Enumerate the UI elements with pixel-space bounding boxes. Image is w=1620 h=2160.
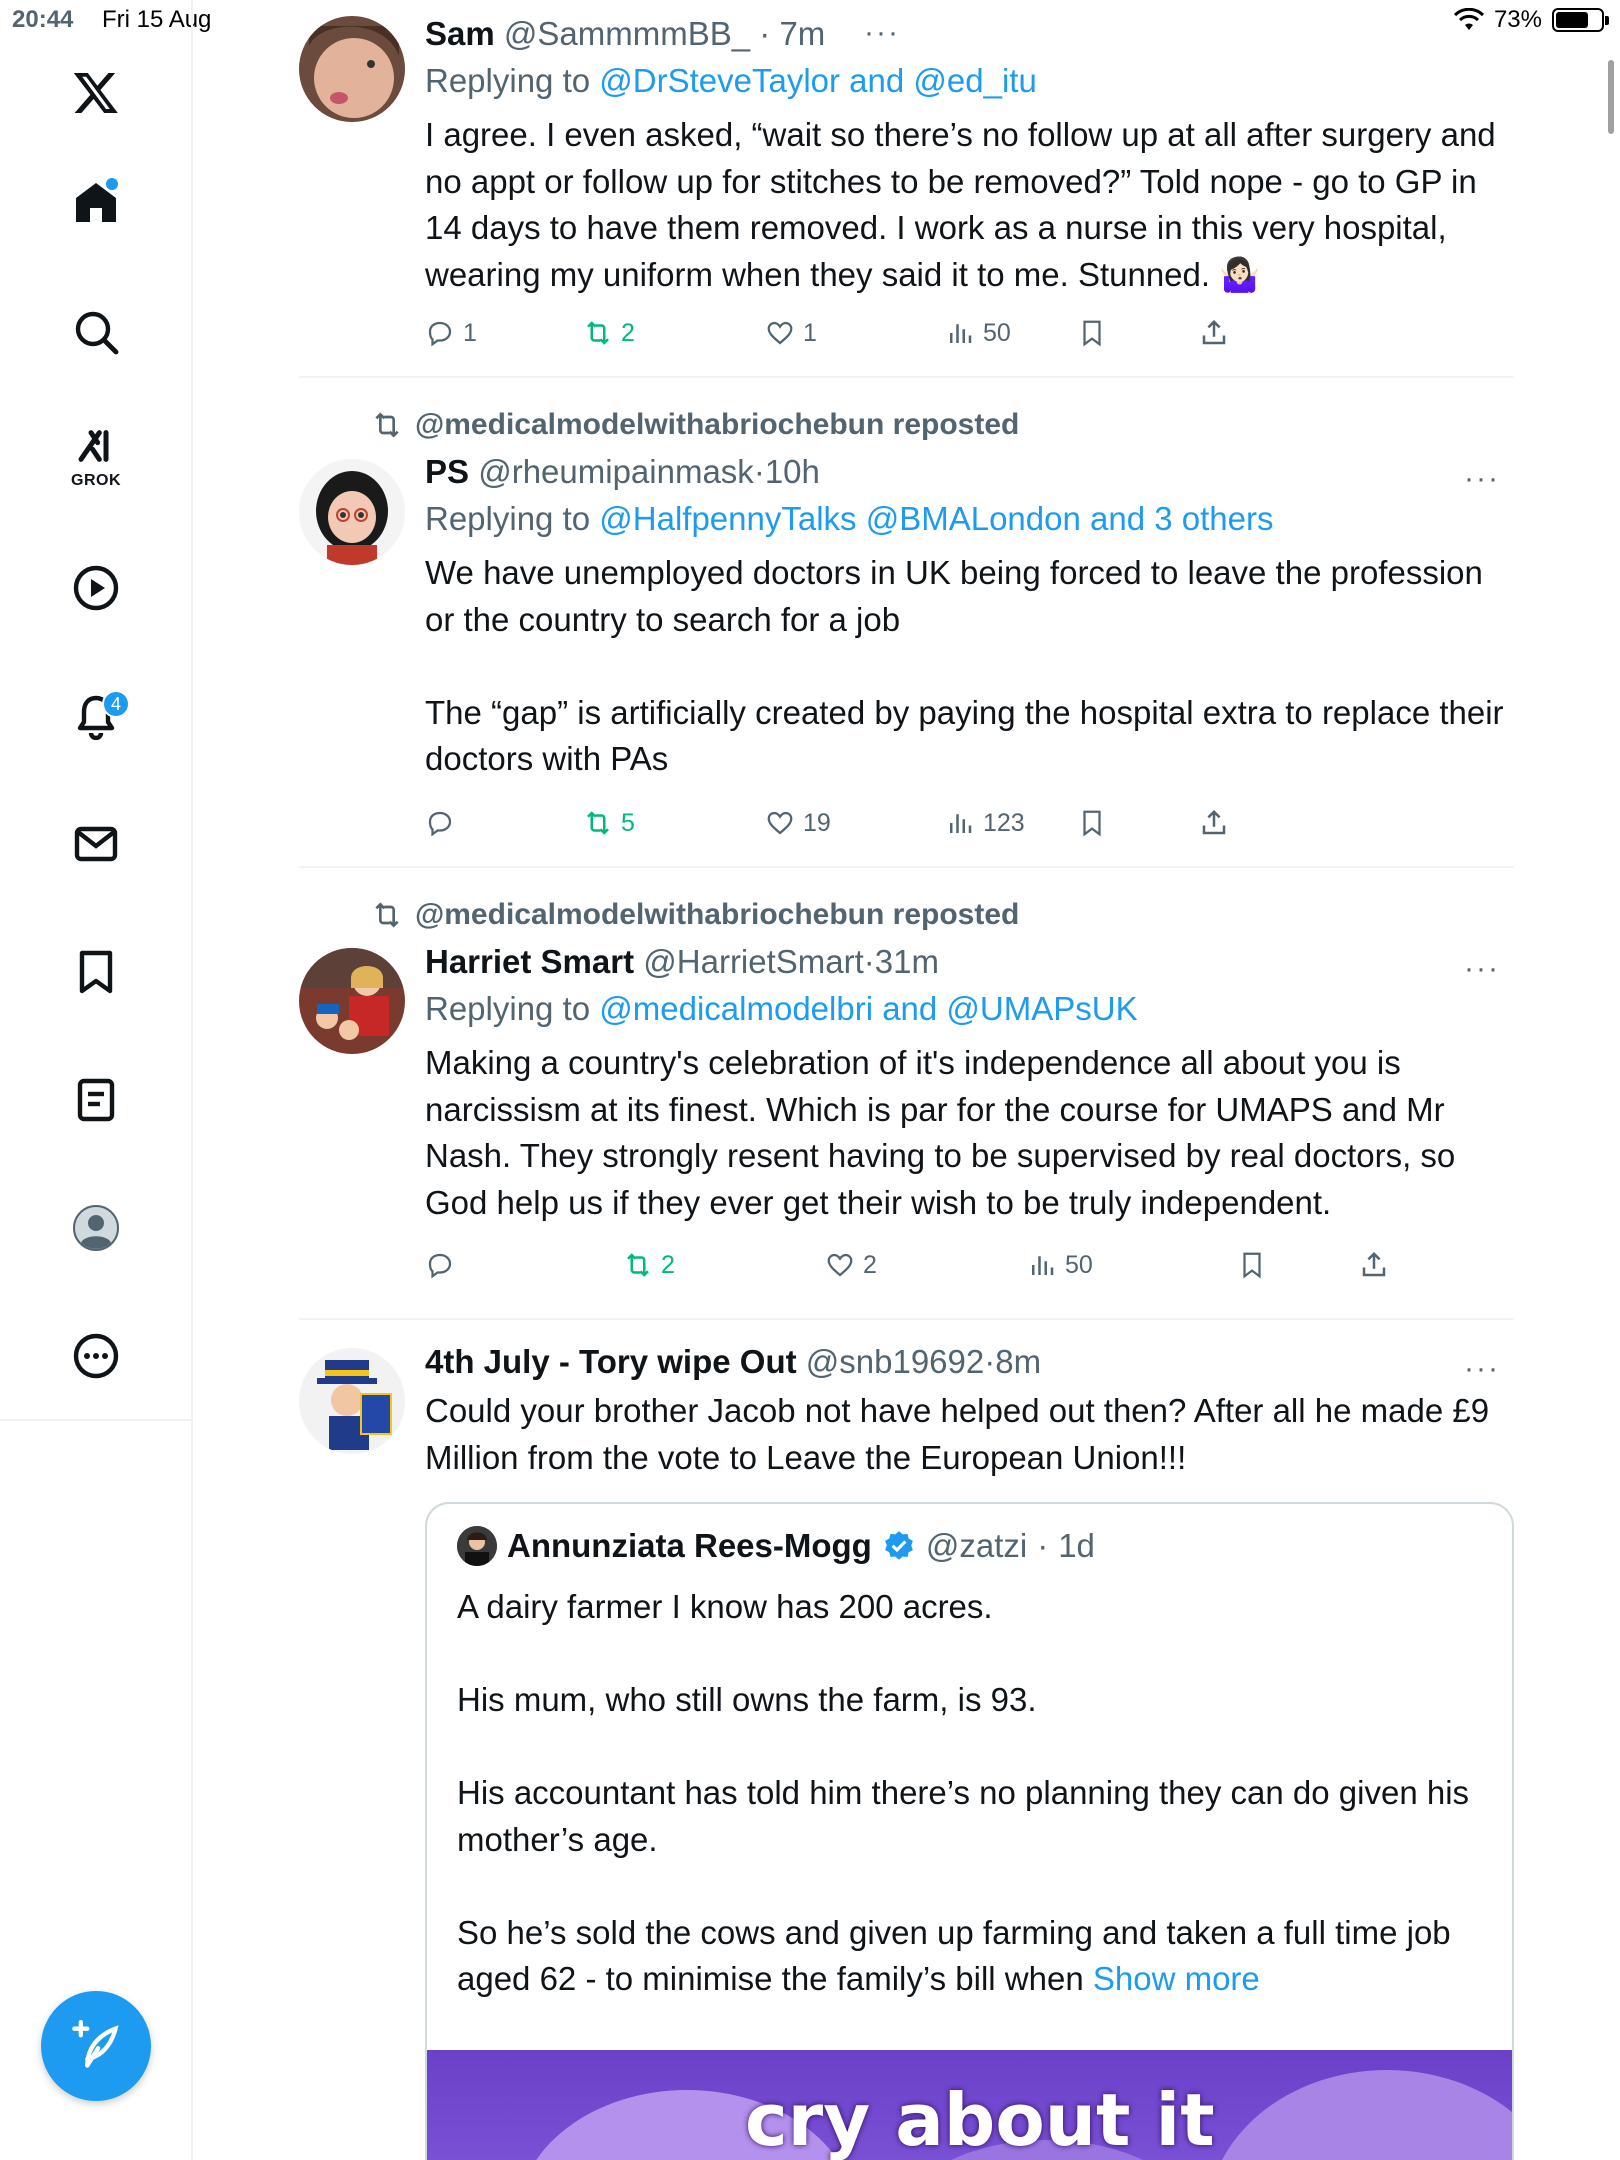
separator: · (984, 1343, 996, 1380)
views-count: 123 (983, 808, 1025, 837)
tweet-time[interactable]: 7m (779, 15, 826, 52)
views-button[interactable] (945, 318, 1011, 348)
reply-count: 1 (463, 318, 477, 347)
media-caption: cry about it (745, 2078, 1215, 2160)
quote-text (457, 1584, 1482, 2003)
tweet-actions (425, 808, 1514, 848)
repost-count: 2 (621, 318, 635, 347)
avatar[interactable] (299, 1348, 405, 1454)
replying-to-prefix: Replying to (425, 62, 600, 99)
separator: · (759, 15, 771, 52)
reply-targets-link[interactable]: @HalfpennyTalks @BMALondon and 3 others (599, 500, 1274, 537)
like-button[interactable] (765, 318, 817, 348)
x-logo-icon[interactable] (66, 62, 126, 122)
reply-icon (425, 318, 455, 348)
bookmark-button[interactable] (1237, 1250, 1267, 1280)
bookmark-icon (1077, 808, 1107, 838)
tweet[interactable] (299, 400, 1514, 864)
repost-icon (583, 318, 613, 348)
quote-author-name[interactable]: Annunziata Rees-Mogg (507, 1527, 872, 1564)
heart-icon (765, 318, 795, 348)
share-button[interactable] (1199, 318, 1229, 348)
views-button[interactable] (1027, 1250, 1093, 1280)
repost-icon (583, 808, 613, 838)
separator: · (1037, 1527, 1049, 1564)
more-options-icon[interactable]: ··· (1464, 1352, 1500, 1385)
more-options-icon[interactable]: ··· (1464, 462, 1500, 495)
repost-button[interactable] (623, 1250, 675, 1280)
tweet-header (425, 1342, 1514, 1382)
author-handle[interactable]: @HarrietSmart (643, 943, 864, 980)
profile-icon[interactable] (66, 1198, 126, 1258)
share-button[interactable] (1359, 1250, 1389, 1280)
separator: · (753, 453, 765, 490)
tweet-divider (299, 866, 1514, 868)
like-count: 19 (803, 808, 831, 837)
reply-icon (425, 1250, 455, 1280)
messages-icon[interactable] (66, 814, 126, 874)
views-icon (945, 318, 975, 348)
views-count: 50 (983, 318, 1011, 347)
sidebar (0, 0, 193, 2160)
replying-to (425, 60, 1514, 102)
status-date: Fri 15 Aug (102, 6, 212, 33)
avatar[interactable] (299, 948, 405, 1054)
views-icon (945, 808, 975, 838)
author-name[interactable]: 4th July - Tory wipe Out (425, 1343, 797, 1380)
quote-time[interactable]: 1d (1058, 1527, 1095, 1564)
share-button[interactable] (1199, 808, 1229, 838)
quote-author-handle[interactable]: @zatzi (925, 1527, 1028, 1564)
search-icon[interactable] (66, 302, 126, 362)
replying-to-prefix: Replying to (425, 500, 600, 537)
battery-percent: 73% (1493, 6, 1542, 33)
replying-to (425, 988, 1514, 1030)
more-options-icon[interactable]: ··· (1464, 952, 1500, 985)
home-icon[interactable] (66, 172, 126, 232)
separator: · (863, 943, 875, 980)
author-name[interactable]: Harriet Smart (425, 943, 635, 980)
tweet-text: I agree. I even asked, “wait so there’s no follow up at all after surgery and no appt or follow up for stitches to be removed?” Told nope - go to GP in 14 days to have them removed. I work as a nurse in this very hospital, wearing my uniform when they said it to me. Stunned. 🤷🏻‍♀️ (425, 116, 1505, 293)
tweet-text: Could your brother Jacob not have helped out then? After all he made £9 Million from the vote to Leave the European Union!!! (425, 1392, 1499, 1476)
replying-to (425, 498, 1514, 540)
reposted-by-label[interactable]: @medicalmodelwithabriochebun reposted (415, 898, 1020, 931)
share-icon (1359, 1250, 1389, 1280)
home-unread-dot (106, 178, 118, 190)
quote-media[interactable] (427, 2050, 1512, 2160)
like-count: 1 (803, 318, 817, 347)
like-button[interactable] (765, 808, 831, 838)
views-count: 50 (1065, 1250, 1093, 1279)
avatar[interactable] (299, 459, 405, 565)
lists-icon[interactable] (66, 1070, 126, 1130)
reply-targets-link[interactable]: @DrSteveTaylor and @ed_itu (599, 62, 1037, 99)
tweet-actions (425, 318, 1514, 358)
reply-button[interactable] (425, 808, 463, 838)
like-button[interactable] (825, 1250, 877, 1280)
verified-badge-icon (882, 1529, 916, 1563)
sidebar-divider (0, 1419, 193, 1421)
like-count: 2 (863, 1250, 877, 1279)
tweet[interactable] (299, 1342, 1514, 2160)
tweet-time[interactable]: 31m (874, 943, 939, 980)
repost-icon (371, 409, 403, 441)
tweet-header (425, 942, 1514, 982)
tweet-text: Making a country's celebration of it's independence all about you is narcissism at its finest. Which is par for the course for UMAPS and Mr Nash. They strongly resent having to be supervised by real doctors, so God help us if they ever get their wish to be truly independent. (425, 1044, 1465, 1221)
tweet-header (425, 14, 1514, 54)
heart-icon (765, 808, 795, 838)
quote-text-content: A dairy farmer I know has 200 acres. His mum, who still owns the farm, is 93. His accountant has told him there’s no planning they can do given his mother’s age. So he’s sold the cows and given up farming and taken a full time job aged 62 - to minimise the family’s bill when (457, 1588, 1470, 1997)
video-icon[interactable] (66, 558, 126, 618)
tweet-header (425, 452, 1514, 492)
reposted-by-label[interactable]: @medicalmodelwithabriochebun reposted (415, 408, 1020, 441)
more-icon[interactable] (66, 1326, 126, 1386)
tweet[interactable] (299, 14, 1514, 374)
quote-tweet[interactable] (425, 1502, 1514, 2160)
share-icon (1199, 318, 1229, 348)
author-handle[interactable]: @snb19692 (805, 1343, 985, 1380)
repost-icon (623, 1250, 653, 1280)
repost-count: 2 (661, 1250, 675, 1279)
author-handle[interactable]: @rheumipainmask (478, 453, 754, 490)
reply-button[interactable] (425, 318, 477, 348)
repost-button[interactable] (583, 318, 635, 348)
avatar[interactable] (299, 16, 405, 122)
bookmark-button[interactable] (1077, 318, 1107, 348)
tweet-time[interactable]: 10h (764, 453, 820, 490)
author-name[interactable]: Sam (425, 15, 495, 52)
timeline (193, 0, 1620, 2160)
repost-count: 5 (621, 808, 635, 837)
reply-button[interactable] (425, 1250, 463, 1280)
quote-header (457, 1526, 1095, 1566)
tweet-actions (425, 1250, 1514, 1290)
tweet-time[interactable]: 8m (995, 1343, 1042, 1380)
bookmark-icon (1077, 318, 1107, 348)
notifications-icon[interactable] (66, 686, 126, 746)
repost-icon (371, 899, 403, 931)
reposted-by (371, 408, 1019, 442)
notifications-badge: 4 (102, 690, 130, 718)
reposted-by (371, 898, 1019, 932)
more-options-icon[interactable]: ··· (864, 16, 900, 49)
compose-button[interactable] (41, 1991, 151, 2101)
bookmark-button[interactable] (1077, 808, 1107, 838)
show-more-link[interactable]: Show more (1092, 1960, 1260, 1997)
media-blob (1207, 2070, 1512, 2160)
tweet-divider (299, 1318, 1514, 1320)
replying-to-prefix: Replying to (425, 990, 600, 1027)
views-icon (1027, 1250, 1057, 1280)
quote-avatar[interactable] (457, 1526, 497, 1566)
bookmarks-icon[interactable] (66, 942, 126, 1002)
author-name[interactable]: PS (425, 453, 470, 490)
views-button[interactable] (945, 808, 1025, 838)
grok-label: GROK (71, 472, 121, 489)
repost-button[interactable] (583, 808, 635, 838)
tweet-divider (299, 376, 1514, 378)
tweet-text: We have unemployed doctors in UK being forced to leave the profession or the country to search for a job The “gap” is artificially created by paying the hospital extra to replace their doctors with PAs (425, 554, 1504, 777)
author-handle[interactable]: @SammmmBB_ (503, 15, 751, 52)
heart-icon (825, 1250, 855, 1280)
compose-icon (70, 2020, 122, 2072)
grok-icon[interactable] (66, 424, 126, 489)
tweet[interactable] (299, 890, 1514, 1310)
reply-icon (425, 808, 455, 838)
status-time: 20:44 (12, 6, 74, 33)
reply-targets-link[interactable]: @medicalmodelbri and @UMAPsUK (599, 990, 1138, 1027)
share-icon (1199, 808, 1229, 838)
bookmark-icon (1237, 1250, 1267, 1280)
